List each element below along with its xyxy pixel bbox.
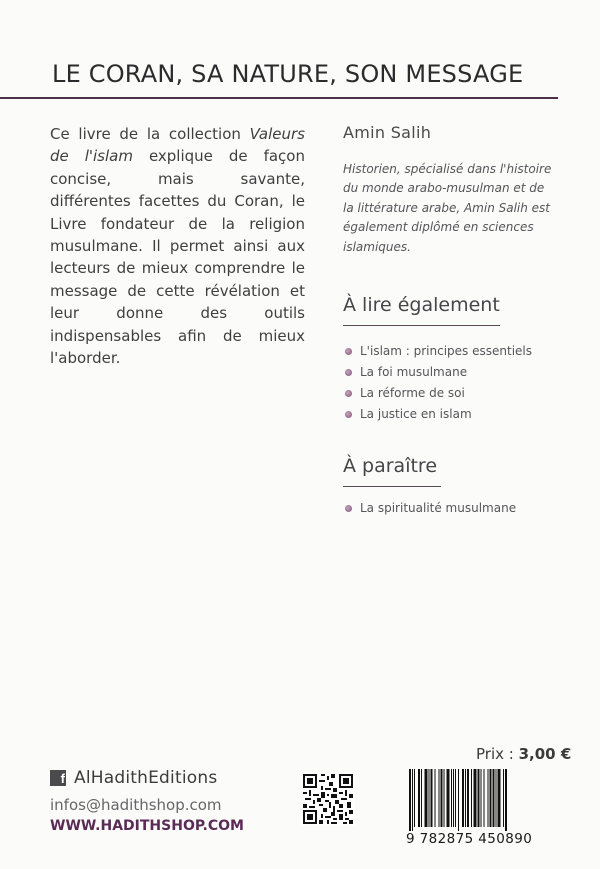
author-bio: Historien, spécialisé dans l'histoire du monde arabo-musulman et de la littérature arabe, Amin Salih est également diplômé en sciences islamiques.	[343, 162, 552, 254]
upcoming-heading: À paraître	[343, 455, 438, 477]
upcoming-divider	[343, 486, 441, 487]
also-read-heading: À lire également	[343, 294, 500, 316]
collection-name: Valeurs de l'islam	[50, 125, 305, 166]
intro-paragraph	[50, 123, 305, 369]
website-link[interactable]: WWW.HADITHSHOP.COM	[50, 818, 244, 834]
list-item-label: La justice en islam	[360, 407, 472, 421]
barcode-icon	[408, 769, 558, 831]
facebook-label: AlHadithEditions	[74, 768, 218, 788]
upcoming-list	[345, 498, 516, 519]
facebook-icon: f	[50, 770, 66, 786]
list-item	[345, 404, 532, 425]
title-divider	[0, 97, 558, 99]
bullet-icon	[345, 348, 352, 355]
list-item	[345, 341, 532, 362]
price-value: 3,00 €	[518, 745, 572, 763]
list-item-label: La réforme de soi	[360, 386, 465, 400]
bullet-icon	[345, 390, 352, 397]
intro-text-rest: explique de façon concise, mais savante, différentes facettes du Coran, le Livre fondateur de la religion musulmane. Il permet ainsi aux lecteurs de mieux comprendre le message de cette révélation et leur donne des outils indispensables afin de mieux l'aborder.	[50, 147, 305, 368]
list-item	[345, 498, 516, 519]
list-item	[345, 362, 532, 383]
page-title: LE CORAN, SA NATURE, SON MESSAGE	[52, 60, 524, 88]
bullet-icon	[345, 505, 352, 512]
bullet-icon	[345, 411, 352, 418]
list-item-label: L'islam : principes essentiels	[360, 344, 532, 358]
list-item	[345, 383, 532, 404]
also-read-divider	[343, 325, 500, 326]
intro-text-start: Ce livre de la collection	[50, 125, 250, 143]
also-read-list	[345, 341, 532, 425]
email-link[interactable]: infos@hadithshop.com	[50, 796, 222, 814]
list-item-label: La spiritualité musulmane	[360, 501, 517, 515]
isbn-number: 9 782875 450890	[406, 831, 533, 847]
facebook-link[interactable]	[50, 768, 217, 788]
list-item-label: La foi musulmane	[360, 365, 468, 379]
bullet-icon	[345, 369, 352, 376]
price	[476, 745, 571, 763]
qr-code-icon	[301, 772, 355, 826]
price-label: Prix :	[476, 745, 514, 763]
author-name: Amin Salih	[343, 123, 432, 142]
